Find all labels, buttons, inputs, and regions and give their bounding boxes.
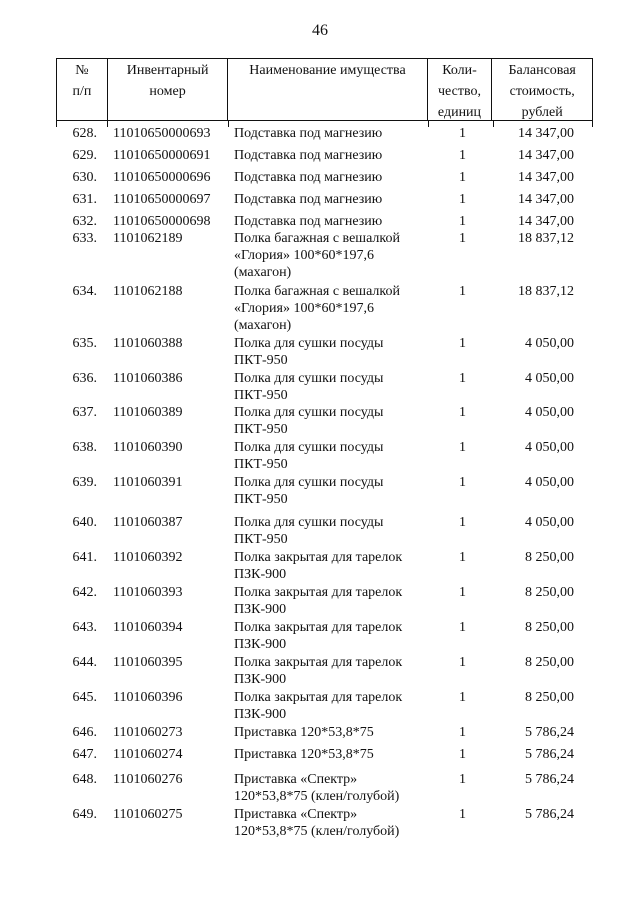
- table-row: [56, 169, 596, 191]
- balance-cost: 18 837,12: [518, 284, 574, 299]
- inventory-number: 1101062189: [113, 231, 183, 246]
- column-header-number: № п/п: [57, 59, 108, 120]
- row-number: 629.: [72, 148, 97, 163]
- quantity: 1: [459, 585, 466, 600]
- inventory-number: 1101060390: [113, 440, 183, 455]
- property-name: Полка для сушки посуды ПКТ-950: [234, 515, 384, 547]
- row-number: 631.: [72, 192, 97, 207]
- inventory-number: 1101060275: [113, 807, 183, 822]
- table-row: [56, 549, 596, 584]
- inventory-number: 1101060276: [113, 772, 183, 787]
- table-row: [56, 474, 596, 514]
- quantity: 1: [459, 214, 466, 229]
- row-number: 628.: [72, 126, 97, 141]
- table-row: [56, 404, 596, 439]
- property-name: Полка закрытая для тарелок ПЗК-900: [234, 655, 403, 687]
- property-name: Приставка «Спектр» 120*53,8*75 (клен/голубой): [234, 772, 400, 804]
- property-name: Подставка под магнезию: [234, 192, 383, 207]
- inventory-number: 1101060396: [113, 690, 183, 705]
- quantity: 1: [459, 336, 466, 351]
- row-number: 638.: [72, 440, 97, 455]
- balance-cost: 8 250,00: [525, 585, 574, 600]
- column-header-property-name: Наименование имущества: [228, 59, 427, 120]
- inventory-number: 1101060274: [113, 747, 183, 762]
- table-row: [56, 125, 596, 147]
- quantity: 1: [459, 515, 466, 530]
- quantity: 1: [459, 655, 466, 670]
- inventory-number: 1101060273: [113, 725, 183, 740]
- quantity: 1: [459, 284, 466, 299]
- table-row: [56, 724, 596, 746]
- row-number: 644.: [72, 655, 97, 670]
- quantity: 1: [459, 440, 466, 455]
- table-row: [56, 806, 596, 841]
- table-row: [56, 335, 596, 370]
- quantity: 1: [459, 371, 466, 386]
- row-number: 634.: [72, 284, 97, 299]
- property-name: Полка для сушки посуды ПКТ-950: [234, 440, 384, 472]
- row-number: 640.: [72, 515, 97, 530]
- balance-cost: 4 050,00: [525, 336, 574, 351]
- quantity: 1: [459, 772, 466, 787]
- balance-cost: 5 786,24: [525, 772, 574, 787]
- property-name: Полка закрытая для тарелок ПЗК-900: [234, 690, 403, 722]
- inventory-number: 1101060392: [113, 550, 183, 565]
- balance-cost: 5 786,24: [525, 807, 574, 822]
- table-row: [56, 619, 596, 654]
- page-number: 46: [312, 22, 328, 39]
- inventory-number: 1101060386: [113, 371, 183, 386]
- balance-cost: 8 250,00: [525, 655, 574, 670]
- balance-cost: 8 250,00: [525, 690, 574, 705]
- column-header-balance-cost: Балансовая стоимость, рублей: [508, 63, 576, 120]
- inventory-number: 1101062188: [113, 284, 183, 299]
- row-number: 639.: [72, 475, 97, 490]
- column-header-inventory-number: Инвентарный номер: [108, 59, 229, 120]
- row-number: 642.: [72, 585, 97, 600]
- table-row: [56, 746, 596, 771]
- balance-cost: 4 050,00: [525, 515, 574, 530]
- row-number: 648.: [72, 772, 97, 787]
- property-name: Полка закрытая для тарелок ПЗК-900: [234, 620, 403, 652]
- property-name: Полка для сушки посуды ПКТ-950: [234, 475, 384, 507]
- quantity: 1: [459, 690, 466, 705]
- row-number: 630.: [72, 170, 97, 185]
- balance-cost: 4 050,00: [525, 475, 574, 490]
- table-row: [56, 370, 596, 404]
- table-row: [56, 213, 596, 230]
- inventory-number: 1101060388: [113, 336, 183, 351]
- table-row: [56, 584, 596, 619]
- quantity: 1: [459, 231, 466, 246]
- column-header-quantity: Коли- чество, единиц: [428, 59, 493, 120]
- property-name: Подставка под магнезию: [234, 148, 383, 163]
- inventory-number: 11010650000698: [113, 214, 211, 229]
- quantity: 1: [459, 405, 466, 420]
- table-row: [56, 283, 596, 335]
- table-row: [56, 689, 596, 724]
- quantity: 1: [459, 725, 466, 740]
- property-name: Приставка 120*53,8*75: [234, 725, 374, 740]
- row-number: 641.: [72, 550, 97, 565]
- balance-cost: 5 786,24: [525, 725, 574, 740]
- table-row: [56, 147, 596, 169]
- table-row: [56, 771, 596, 806]
- property-name: Полка для сушки посуды ПКТ-950: [234, 336, 384, 368]
- table-row: [56, 230, 596, 283]
- table-row: [56, 191, 596, 213]
- balance-cost: 4 050,00: [525, 371, 574, 386]
- property-name: Подставка под магнезию: [234, 170, 383, 185]
- quantity: 1: [459, 620, 466, 635]
- property-name: Подставка под магнезию: [234, 214, 383, 229]
- inventory-number: 11010650000693: [113, 126, 211, 141]
- quantity: 1: [459, 475, 466, 490]
- balance-cost: 14 347,00: [518, 192, 574, 207]
- property-name: Полка багажная с вешалкой «Глория» 100*60*197,6 (махагон): [234, 284, 400, 333]
- balance-cost: 14 347,00: [518, 214, 574, 229]
- quantity: 1: [459, 126, 466, 141]
- inventory-number: 1101060393: [113, 585, 183, 600]
- table-body: [56, 125, 596, 841]
- property-name: Подставка под магнезию: [234, 126, 383, 141]
- table-header: [56, 58, 593, 121]
- balance-cost: 4 050,00: [525, 405, 574, 420]
- row-number: 632.: [72, 214, 97, 229]
- inventory-number: 1101060395: [113, 655, 183, 670]
- balance-cost: 5 786,24: [525, 747, 574, 762]
- quantity: 1: [459, 148, 466, 163]
- row-number: 636.: [72, 371, 97, 386]
- property-name: Полка багажная с вешалкой «Глория» 100*60*197,6 (махагон): [234, 231, 400, 280]
- balance-cost: 4 050,00: [525, 440, 574, 455]
- row-number: 647.: [72, 747, 97, 762]
- property-name: Полка для сушки посуды ПКТ-950: [234, 405, 384, 437]
- inventory-number: 1101060394: [113, 620, 183, 635]
- property-name: Приставка 120*53,8*75: [234, 747, 374, 762]
- row-number: 645.: [72, 690, 97, 705]
- table-row: [56, 514, 596, 549]
- inventory-number: 11010650000696: [113, 170, 211, 185]
- balance-cost: 14 347,00: [518, 126, 574, 141]
- quantity: 1: [459, 192, 466, 207]
- row-number: 635.: [72, 336, 97, 351]
- balance-cost: 18 837,12: [518, 231, 574, 246]
- row-number: 633.: [72, 231, 97, 246]
- row-number: 649.: [72, 807, 97, 822]
- balance-cost: 8 250,00: [525, 620, 574, 635]
- balance-cost: 14 347,00: [518, 148, 574, 163]
- inventory-number: 1101060391: [113, 475, 183, 490]
- inventory-number: 1101060387: [113, 515, 183, 530]
- balance-cost: 14 347,00: [518, 170, 574, 185]
- table-row: [56, 654, 596, 689]
- row-number: 643.: [72, 620, 97, 635]
- property-name: Полка для сушки посуды ПКТ-950: [234, 371, 384, 403]
- inventory-number: 11010650000697: [113, 192, 211, 207]
- property-name: Приставка «Спектр» 120*53,8*75 (клен/голубой): [234, 807, 400, 839]
- balance-cost: 8 250,00: [525, 550, 574, 565]
- inventory-number: 1101060389: [113, 405, 183, 420]
- quantity: 1: [459, 747, 466, 762]
- row-number: 646.: [72, 725, 97, 740]
- row-number: 637.: [72, 405, 97, 420]
- property-name: Полка закрытая для тарелок ПЗК-900: [234, 585, 403, 617]
- inventory-number: 11010650000691: [113, 148, 211, 163]
- quantity: 1: [459, 550, 466, 565]
- quantity: 1: [459, 170, 466, 185]
- quantity: 1: [459, 807, 466, 822]
- property-name: Полка закрытая для тарелок ПЗК-900: [234, 550, 403, 582]
- table-row: [56, 439, 596, 474]
